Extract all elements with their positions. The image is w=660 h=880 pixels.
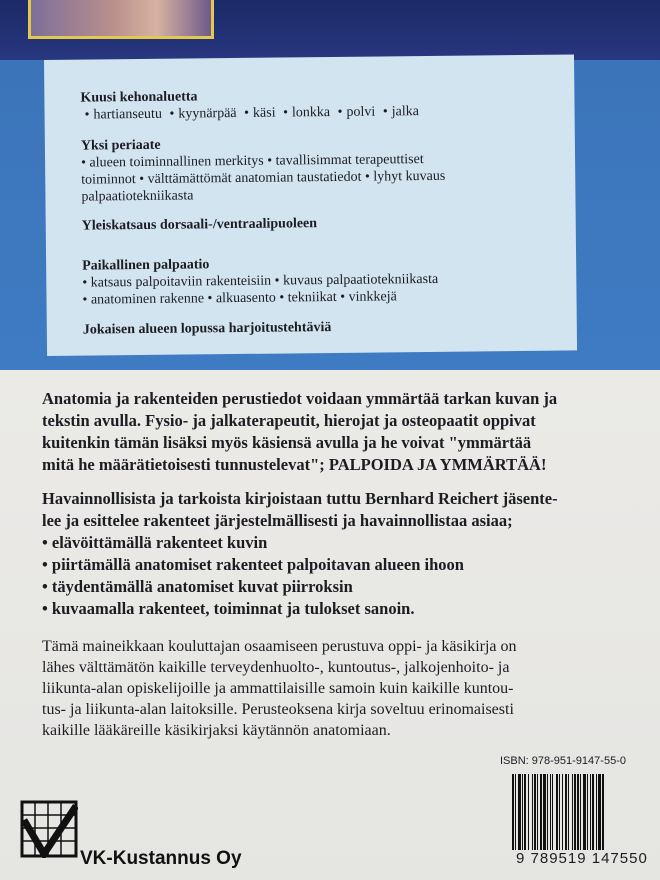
paragraph-line: kuitenkin tämän lisäksi myös käsiensä avulla ja he voivat "ymmärtää (42, 433, 532, 452)
publisher-logo-icon (20, 800, 78, 858)
panel-section-body-regions (80, 86, 419, 124)
paragraph-line: tekstin avulla. Fysio- ja jalkaterapeutit, hierojat ja osteopaatit oppivat (42, 411, 536, 430)
panel-section-principle (81, 134, 446, 206)
panel-section-exercises (83, 319, 332, 339)
panel-item-list (80, 103, 419, 124)
bullet-icon: • (169, 106, 175, 122)
panel-text-line: • alueen toiminnallinen merkitys • tavallisimmat terapeuttiset (81, 152, 424, 171)
paragraph-line: Anatomia ja rakenteiden perustiedot voidaan ymmärtää tarkan kuvan ja (42, 389, 558, 408)
list-item: • täydentämällä anatomiset kuvat piirroksin (42, 577, 353, 596)
panel-heading: Kuusi kehonaluetta (80, 89, 198, 106)
list-item: • piirtämällä anatomiset rakenteet palpoitavan alueen ihoon (42, 555, 464, 574)
intro-paragraph (42, 388, 652, 476)
list-item: hartianseutu (93, 106, 162, 123)
panel-text-line: palpaatiotekniikasta (81, 188, 194, 205)
author-paragraph (42, 488, 652, 620)
panel-text-line: • katsaus palpoitaviin rakenteisiin • kuvaus palpaatiotekniikasta (82, 271, 439, 291)
list-item: jalka (391, 104, 419, 120)
panel-section-overview (82, 215, 317, 234)
bullet-icon: • (337, 104, 343, 120)
paragraph-line: lee ja esittelee rakenteet järjestelmällisesti ja havainnollistaa asiaa; (42, 511, 513, 530)
panel-heading: Yleiskatsaus dorsaali-/ventraalipuoleen (81, 216, 318, 234)
contents-panel (44, 54, 577, 356)
list-item: polvi (346, 104, 376, 120)
bullet-icon: • (283, 105, 289, 121)
panel-text-line: • anatominen rakenne • alkuasento • tekniikat • vinkkejä (82, 289, 397, 308)
paragraph-line: Tämä maineikkaan kouluttajan osaamiseen perustuva oppi- ja käsikirja on (42, 638, 517, 655)
paragraph-line: mitä he määrätietoisesti tunnustelevat"; PALPOIDA JA YMMÄRTÄÄ! (42, 455, 547, 474)
closing-paragraph (42, 636, 652, 741)
panel-text-line: toiminnot • välttämättömät anatomian taustatiedot • lyhyt kuvaus (81, 168, 446, 188)
panel-heading: Jokaisen alueen lopussa harjoitustehtäviä (82, 320, 332, 338)
list-item: lonkka (291, 105, 331, 121)
barcode-digits: 9 789519 147550 (516, 850, 648, 867)
paragraph-line: Havainnollisista ja tarkoista kirjoistaan tuttu Bernhard Reichert jäsente- (42, 489, 558, 508)
paragraph-line: tus- ja liikunta-alan laitoksille. Perusteoksena kirja soveltuu erinomaisesti (42, 701, 514, 718)
paragraph-line: kaikille lääkäreille käsikirjaksi käytännön anatomiaan. (42, 722, 391, 739)
panel-heading: Yksi periaate (80, 137, 161, 154)
paragraph-line: liikunta-alan opiskelijoille ja ammattilaisille samoin kuin kaikille kuntou- (42, 680, 514, 697)
cover-photo-image (28, 0, 214, 39)
paragraph-line: lähes välttämätön kaikille terveydenhuolto-, kuntoutus-, jalkojenhoito- ja (42, 659, 510, 676)
barcode (512, 774, 660, 850)
isbn-label: ISBN: 978-951-9147-55-0 (500, 755, 626, 767)
panel-section-local-palpation (82, 254, 438, 309)
list-item: • elävöittämällä rakenteet kuvin (42, 533, 268, 552)
list-item: kyynärpää (178, 105, 237, 122)
panel-heading: Paikallinen palpaatio (82, 257, 210, 274)
publisher-name: VK-Kustannus Oy (80, 848, 242, 869)
list-item: käsi (252, 105, 276, 121)
list-item: • kuvaamalla rakenteet, toiminnat ja tulokset sanoin. (42, 599, 415, 618)
bullet-icon: • (244, 105, 250, 121)
bullet-icon: • (382, 104, 388, 120)
barcode-stripe (604, 774, 605, 850)
bullet-icon: • (84, 107, 90, 123)
